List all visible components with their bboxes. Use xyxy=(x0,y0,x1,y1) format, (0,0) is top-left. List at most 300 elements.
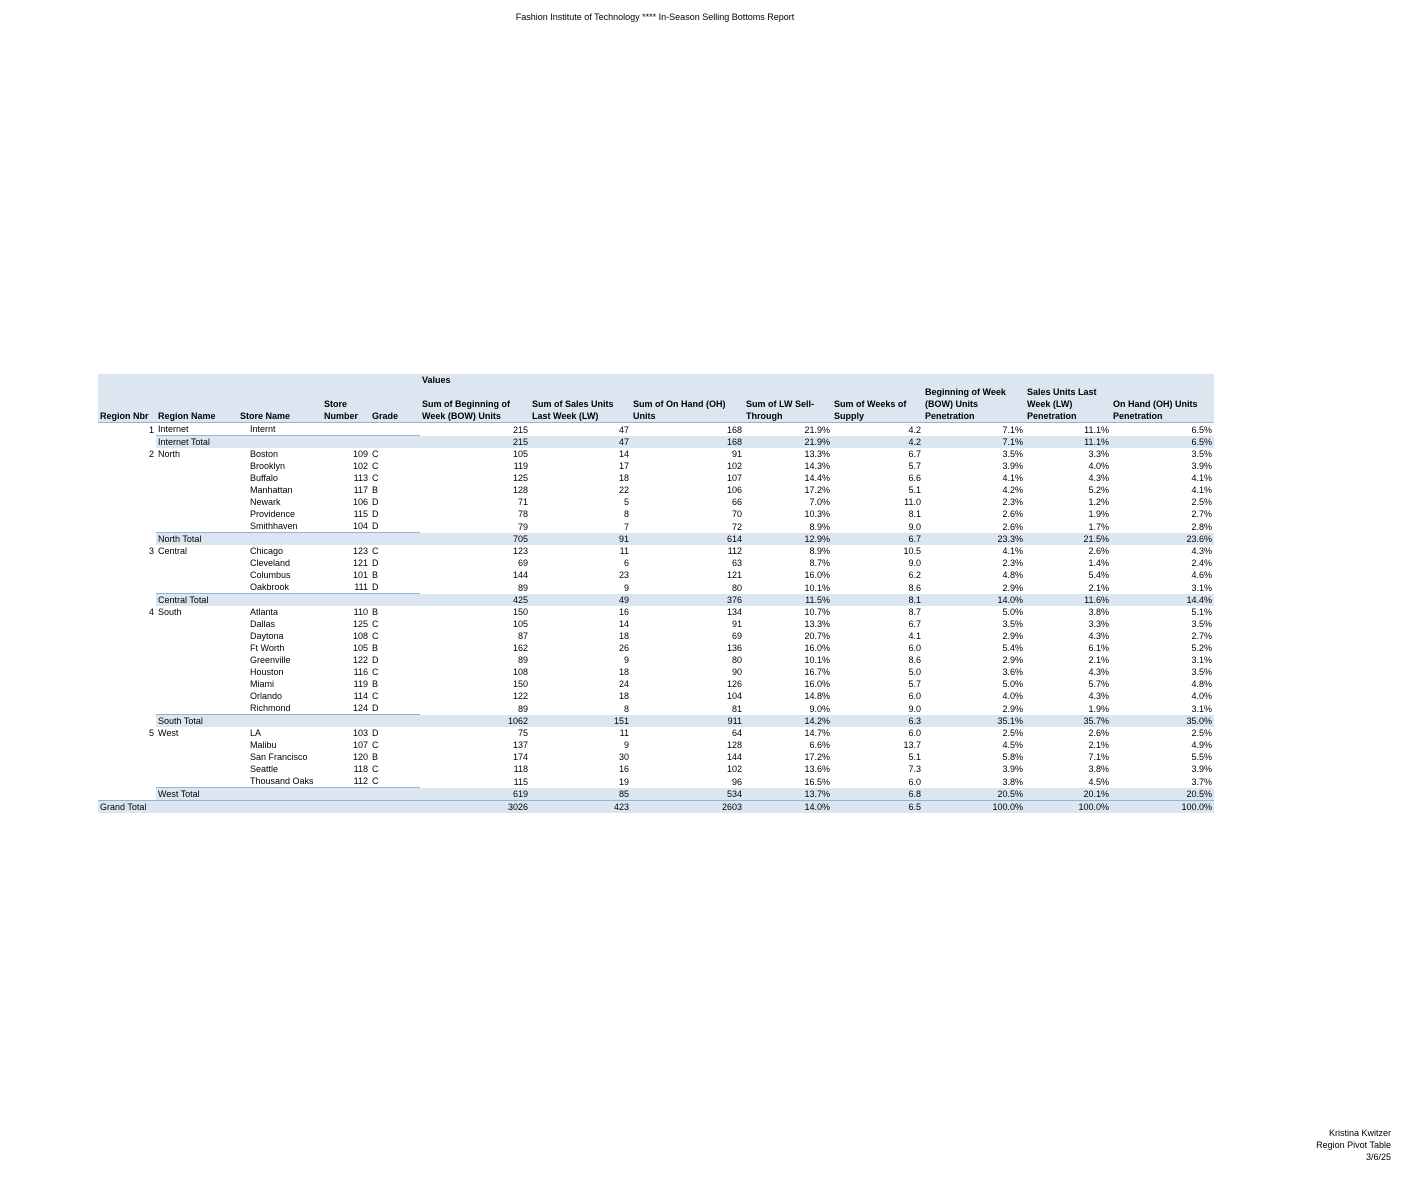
region-name-cell[interactable] xyxy=(156,751,238,763)
grade-cell[interactable]: D xyxy=(372,703,379,713)
grade-cell[interactable]: D xyxy=(372,521,379,531)
sell-through-cell[interactable]: 10.7% xyxy=(804,607,831,617)
oh-penetration-cell[interactable]: 5.2% xyxy=(1191,643,1213,653)
sell-through-cell[interactable]: 6.6% xyxy=(809,740,831,750)
sell-through-total-cell[interactable]: 11.5% xyxy=(744,594,832,607)
col-header-sales-units[interactable]: Sum of Sales Units Last Week (LW) xyxy=(530,386,631,423)
oh-penetration-cell[interactable]: 4.3% xyxy=(1191,546,1213,556)
bow-penetration-cell[interactable]: 2.9% xyxy=(1002,655,1024,665)
weeks-supply-cell[interactable]: 5.7 xyxy=(908,461,922,471)
bow-units-cell[interactable]: 144 xyxy=(512,570,529,580)
sell-through-cell[interactable]: 17.2% xyxy=(804,485,831,495)
weeks-supply-cell[interactable]: 5.1 xyxy=(908,485,922,495)
store-name-cell[interactable]: Newark xyxy=(250,497,281,507)
col-header-oh-penetration[interactable]: On Hand (OH) Units Penetration xyxy=(1111,386,1214,423)
grade-cell[interactable]: C xyxy=(372,461,379,471)
sales-units-grand-cell[interactable]: 423 xyxy=(530,801,631,814)
store-name-cell[interactable]: Internt xyxy=(250,424,276,434)
sales-units-cell[interactable]: 16 xyxy=(619,764,630,774)
grade-cell[interactable]: C xyxy=(372,740,379,750)
bow-penetration-total-cell[interactable]: 20.5% xyxy=(923,788,1025,801)
region-nbr-cell[interactable] xyxy=(98,666,156,678)
sales-units-cell[interactable]: 11 xyxy=(619,546,630,556)
grade-cell[interactable]: D xyxy=(372,655,379,665)
oh-penetration-cell[interactable]: 4.1% xyxy=(1191,485,1213,495)
bow-units-cell[interactable]: 123 xyxy=(512,546,529,556)
bow-penetration-cell[interactable]: 4.5% xyxy=(1002,740,1024,750)
sell-through-cell[interactable]: 17.2% xyxy=(804,752,831,762)
region-nbr-cell[interactable] xyxy=(98,690,156,702)
grade-cell[interactable]: C xyxy=(372,619,379,629)
sales-penetration-cell[interactable]: 1.9% xyxy=(1088,703,1110,714)
oh-units-cell[interactable]: 126 xyxy=(726,679,743,689)
sales-penetration-cell[interactable]: 3.8% xyxy=(1088,607,1110,617)
sales-units-cell[interactable]: 30 xyxy=(619,752,630,762)
sales-units-cell[interactable]: 18 xyxy=(619,473,630,483)
weeks-supply-cell[interactable]: 5.1 xyxy=(908,752,922,762)
bow-penetration-cell[interactable]: 7.1% xyxy=(1002,424,1024,435)
store-number-cell[interactable]: 109 xyxy=(352,449,368,459)
grade-cell[interactable]: C xyxy=(372,764,379,774)
region-nbr-cell[interactable] xyxy=(98,751,156,763)
store-name-cell[interactable]: Cleveland xyxy=(250,558,291,568)
bow-penetration-cell[interactable]: 2.3% xyxy=(1002,497,1024,507)
store-number-cell[interactable]: 119 xyxy=(353,679,368,689)
sales-units-cell[interactable]: 9 xyxy=(624,582,630,593)
oh-units-total-cell[interactable]: 168 xyxy=(631,436,744,449)
oh-units-cell[interactable]: 69 xyxy=(732,631,743,641)
weeks-supply-cell[interactable]: 6.7 xyxy=(908,449,922,459)
region-nbr-cell[interactable] xyxy=(98,654,156,666)
sales-penetration-cell[interactable]: 1.7% xyxy=(1088,521,1110,532)
weeks-supply-cell[interactable]: 9.0 xyxy=(908,558,922,568)
bow-penetration-cell[interactable]: 4.1% xyxy=(1002,546,1024,556)
region-nbr-cell[interactable] xyxy=(98,678,156,690)
region-name-cell[interactable] xyxy=(156,630,238,642)
weeks-supply-total-cell[interactable]: 6.3 xyxy=(832,715,923,728)
bow-penetration-cell[interactable]: 3.5% xyxy=(1002,619,1024,629)
region-name-cell[interactable]: South xyxy=(158,607,182,617)
sell-through-total-cell[interactable]: 13.7% xyxy=(744,788,832,801)
sales-penetration-grand-cell[interactable]: 100.0% xyxy=(1025,801,1111,814)
region-name-cell[interactable] xyxy=(156,472,238,484)
sell-through-cell[interactable]: 21.9% xyxy=(804,424,831,435)
col-header-region-nbr[interactable]: Region Nbr xyxy=(98,386,156,423)
store-name-cell[interactable]: Ft Worth xyxy=(250,643,285,653)
region-total-label[interactable]: West Total xyxy=(156,788,420,801)
bow-penetration-cell[interactable]: 4.1% xyxy=(1002,473,1024,483)
bow-units-cell[interactable]: 115 xyxy=(513,776,529,787)
grade-cell[interactable]: B xyxy=(372,485,379,495)
weeks-supply-cell[interactable]: 8.6 xyxy=(908,582,922,593)
sell-through-total-cell[interactable]: 14.2% xyxy=(744,715,832,728)
grade-cell[interactable]: D xyxy=(372,582,379,592)
region-name-cell[interactable] xyxy=(156,618,238,630)
store-name-cell[interactable]: Houston xyxy=(250,667,284,677)
bow-units-cell[interactable]: 89 xyxy=(518,582,529,593)
oh-units-cell[interactable]: 96 xyxy=(732,776,743,787)
sales-penetration-cell[interactable]: 5.4% xyxy=(1088,570,1110,580)
region-nbr-cell[interactable] xyxy=(98,484,156,496)
sales-units-total-cell[interactable]: 47 xyxy=(530,436,631,449)
sales-units-cell[interactable]: 14 xyxy=(619,449,630,459)
store-name-cell[interactable]: LA xyxy=(250,728,262,738)
sell-through-cell[interactable]: 10.3% xyxy=(804,509,831,519)
oh-units-cell[interactable]: 144 xyxy=(726,752,743,762)
sales-units-total-cell[interactable]: 151 xyxy=(530,715,631,728)
grade-cell[interactable]: D xyxy=(372,509,379,519)
bow-penetration-grand-cell[interactable]: 100.0% xyxy=(923,801,1025,814)
sell-through-cell[interactable]: 8.9% xyxy=(809,546,831,556)
sales-penetration-cell[interactable]: 4.3% xyxy=(1088,667,1110,677)
region-name-cell[interactable] xyxy=(156,581,238,594)
bow-units-cell[interactable]: 87 xyxy=(518,631,529,641)
sell-through-total-cell[interactable]: 21.9% xyxy=(744,436,832,449)
bow-penetration-cell[interactable]: 4.0% xyxy=(1002,691,1024,701)
bow-penetration-cell[interactable]: 4.2% xyxy=(1002,485,1024,495)
col-header-bow-units[interactable]: Sum of Beginning of Week (BOW) Units xyxy=(420,386,530,423)
bow-penetration-cell[interactable]: 5.8% xyxy=(1002,752,1024,762)
region-name-cell[interactable] xyxy=(156,484,238,496)
region-name-cell[interactable]: Internet xyxy=(158,424,189,434)
store-name-cell[interactable]: Providence xyxy=(250,509,296,519)
store-name-cell[interactable]: Daytona xyxy=(250,631,284,641)
weeks-supply-cell[interactable]: 8.6 xyxy=(908,655,922,665)
oh-penetration-cell[interactable]: 4.8% xyxy=(1191,679,1213,689)
sell-through-cell[interactable]: 16.0% xyxy=(804,570,831,580)
sales-penetration-cell[interactable]: 2.6% xyxy=(1088,728,1110,738)
col-header-bow-penetration[interactable]: Beginning of Week (BOW) Units Penetration xyxy=(923,386,1025,423)
region-nbr-cell[interactable] xyxy=(98,557,156,569)
bow-units-cell[interactable]: 122 xyxy=(512,691,529,701)
bow-units-total-cell[interactable]: 425 xyxy=(420,594,530,607)
grade-cell[interactable]: C xyxy=(372,776,379,786)
oh-penetration-cell[interactable]: 3.5% xyxy=(1191,449,1213,459)
region-name-cell[interactable] xyxy=(156,520,238,533)
bow-penetration-total-cell[interactable]: 14.0% xyxy=(923,594,1025,607)
weeks-supply-total-cell[interactable]: 4.2 xyxy=(832,436,923,449)
grade-cell[interactable]: C xyxy=(372,631,379,641)
oh-units-cell[interactable]: 128 xyxy=(726,740,743,750)
weeks-supply-total-cell[interactable]: 8.1 xyxy=(832,594,923,607)
bow-penetration-total-cell[interactable]: 23.3% xyxy=(923,533,1025,546)
oh-units-cell[interactable]: 112 xyxy=(727,546,743,556)
weeks-supply-total-cell[interactable]: 6.8 xyxy=(832,788,923,801)
bow-units-cell[interactable]: 162 xyxy=(512,643,529,653)
oh-units-cell[interactable]: 102 xyxy=(726,764,743,774)
weeks-supply-cell[interactable]: 5.0 xyxy=(908,667,922,677)
sales-penetration-cell[interactable]: 1.9% xyxy=(1088,509,1110,519)
bow-penetration-cell[interactable]: 2.6% xyxy=(1002,521,1024,532)
bow-penetration-cell[interactable]: 4.8% xyxy=(1002,570,1024,580)
sales-penetration-cell[interactable]: 3.3% xyxy=(1088,449,1110,459)
bow-units-cell[interactable]: 71 xyxy=(518,497,529,507)
store-name-cell[interactable]: Boston xyxy=(250,449,279,459)
store-name-cell[interactable]: Orlando xyxy=(250,691,283,701)
sales-penetration-cell[interactable]: 2.1% xyxy=(1088,655,1110,665)
bow-units-total-cell[interactable]: 619 xyxy=(420,788,530,801)
bow-penetration-cell[interactable]: 5.0% xyxy=(1002,607,1024,617)
oh-penetration-cell[interactable]: 4.6% xyxy=(1191,570,1213,580)
oh-penetration-cell[interactable]: 2.5% xyxy=(1191,497,1213,507)
sales-penetration-cell[interactable]: 5.2% xyxy=(1088,485,1110,495)
store-name-cell[interactable]: Chicago xyxy=(250,546,284,556)
sales-penetration-cell[interactable]: 2.1% xyxy=(1088,740,1110,750)
store-number-cell[interactable]: 106 xyxy=(352,497,368,507)
oh-penetration-cell[interactable]: 3.7% xyxy=(1191,776,1213,787)
oh-penetration-cell[interactable]: 3.1% xyxy=(1191,582,1213,593)
oh-units-total-cell[interactable]: 911 xyxy=(631,715,744,728)
oh-units-total-cell[interactable]: 534 xyxy=(631,788,744,801)
store-number-cell[interactable]: 113 xyxy=(353,473,368,483)
bow-units-cell[interactable]: 128 xyxy=(512,485,529,495)
bow-units-cell[interactable]: 105 xyxy=(512,449,529,459)
oh-penetration-cell[interactable]: 6.5% xyxy=(1191,424,1213,435)
region-name-cell[interactable] xyxy=(156,690,238,702)
bow-penetration-cell[interactable]: 2.3% xyxy=(1002,558,1024,568)
sales-penetration-cell[interactable]: 7.1% xyxy=(1088,752,1110,762)
sell-through-cell[interactable]: 16.7% xyxy=(804,667,831,677)
region-name-cell[interactable] xyxy=(156,642,238,654)
store-number-cell[interactable]: 104 xyxy=(352,521,368,531)
region-nbr-cell[interactable]: 5 xyxy=(148,728,154,738)
region-nbr-cell[interactable] xyxy=(98,520,156,533)
region-name-cell[interactable] xyxy=(156,496,238,508)
bow-units-cell[interactable]: 69 xyxy=(518,558,529,568)
oh-penetration-cell[interactable]: 2.7% xyxy=(1191,509,1213,519)
store-number-cell[interactable]: 122 xyxy=(352,655,368,665)
sales-penetration-cell[interactable]: 5.7% xyxy=(1088,679,1110,689)
sell-through-cell[interactable]: 10.1% xyxy=(804,655,831,665)
bow-penetration-cell[interactable]: 2.9% xyxy=(1002,582,1024,593)
oh-units-total-cell[interactable]: 376 xyxy=(631,594,744,607)
store-number-cell[interactable]: 103 xyxy=(352,728,368,738)
oh-penetration-cell[interactable]: 4.9% xyxy=(1191,740,1213,750)
oh-penetration-cell[interactable]: 3.1% xyxy=(1191,655,1213,665)
bow-units-total-cell[interactable]: 705 xyxy=(420,533,530,546)
store-name-cell[interactable]: Seattle xyxy=(250,764,279,774)
oh-units-cell[interactable]: 66 xyxy=(732,497,743,507)
sales-units-cell[interactable]: 18 xyxy=(619,691,630,701)
sales-penetration-cell[interactable]: 3.8% xyxy=(1088,764,1110,774)
grand-total-label[interactable]: Grand Total xyxy=(98,801,420,814)
oh-units-cell[interactable]: 121 xyxy=(726,570,743,580)
oh-penetration-cell[interactable]: 3.5% xyxy=(1191,667,1213,677)
bow-penetration-cell[interactable]: 2.5% xyxy=(1002,728,1024,738)
grade-cell[interactable]: B xyxy=(372,570,379,580)
oh-penetration-cell[interactable]: 2.7% xyxy=(1191,631,1213,641)
region-nbr-cell[interactable]: 3 xyxy=(148,546,154,556)
store-number-cell[interactable]: 116 xyxy=(353,667,368,677)
bow-penetration-cell[interactable]: 2.9% xyxy=(1002,631,1024,641)
sales-penetration-cell[interactable]: 2.6% xyxy=(1088,546,1110,556)
sales-units-cell[interactable]: 8 xyxy=(624,703,630,714)
bow-units-cell[interactable]: 118 xyxy=(513,764,529,774)
bow-units-cell[interactable]: 78 xyxy=(518,509,529,519)
store-number-cell[interactable] xyxy=(322,423,370,436)
region-nbr-cell[interactable] xyxy=(98,472,156,484)
sell-through-cell[interactable]: 16.0% xyxy=(804,679,831,689)
region-total-label[interactable]: Central Total xyxy=(156,594,420,607)
oh-units-cell[interactable]: 80 xyxy=(732,655,743,665)
bow-units-total-cell[interactable]: 1062 xyxy=(420,715,530,728)
region-nbr-cell[interactable]: 4 xyxy=(148,607,154,617)
sales-units-total-cell[interactable]: 49 xyxy=(530,594,631,607)
grade-cell[interactable]: B xyxy=(372,643,379,653)
region-nbr-cell[interactable] xyxy=(98,618,156,630)
bow-penetration-cell[interactable]: 3.9% xyxy=(1002,764,1024,774)
region-nbr-cell[interactable] xyxy=(98,702,156,715)
region-nbr-cell[interactable] xyxy=(98,642,156,654)
weeks-supply-cell[interactable]: 10.5 xyxy=(903,546,922,556)
store-number-cell[interactable]: 101 xyxy=(352,570,368,580)
sell-through-cell[interactable]: 8.9% xyxy=(809,521,831,532)
bow-penetration-total-cell[interactable]: 35.1% xyxy=(923,715,1025,728)
sales-units-cell[interactable]: 6 xyxy=(624,558,630,568)
sell-through-cell[interactable]: 16.5% xyxy=(804,776,831,787)
oh-penetration-cell[interactable]: 3.9% xyxy=(1191,764,1213,774)
region-name-cell[interactable] xyxy=(156,763,238,775)
store-number-cell[interactable]: 118 xyxy=(353,764,368,774)
grade-cell[interactable]: C xyxy=(372,691,379,701)
region-nbr-cell[interactable] xyxy=(98,739,156,751)
store-number-cell[interactable]: 110 xyxy=(353,607,368,617)
oh-penetration-cell[interactable]: 5.5% xyxy=(1191,752,1213,762)
oh-penetration-grand-cell[interactable]: 100.0% xyxy=(1111,801,1214,814)
oh-penetration-cell[interactable]: 4.1% xyxy=(1191,473,1213,483)
region-name-cell[interactable]: West xyxy=(158,728,179,738)
store-name-cell[interactable]: Thousand Oaks xyxy=(250,776,314,786)
region-name-cell[interactable] xyxy=(156,678,238,690)
weeks-supply-cell[interactable]: 11.0 xyxy=(904,497,922,507)
grade-cell[interactable]: C xyxy=(372,449,379,459)
store-name-cell[interactable]: Dallas xyxy=(250,619,276,629)
region-name-cell[interactable] xyxy=(156,654,238,666)
store-number-cell[interactable]: 123 xyxy=(352,546,368,556)
bow-units-cell[interactable]: 89 xyxy=(518,703,529,714)
bow-units-cell[interactable]: 215 xyxy=(512,424,529,435)
weeks-supply-cell[interactable]: 6.0 xyxy=(908,643,922,653)
weeks-supply-cell[interactable]: 6.6 xyxy=(908,473,922,483)
region-total-label[interactable]: Internet Total xyxy=(156,436,420,449)
sales-penetration-cell[interactable]: 4.3% xyxy=(1088,631,1110,641)
oh-units-cell[interactable]: 102 xyxy=(726,461,743,471)
bow-penetration-cell[interactable]: 3.5% xyxy=(1002,449,1024,459)
oh-penetration-total-cell[interactable]: 20.5% xyxy=(1111,788,1214,801)
sales-penetration-cell[interactable]: 1.2% xyxy=(1088,497,1110,507)
sell-through-cell[interactable]: 14.4% xyxy=(804,473,831,483)
oh-penetration-cell[interactable]: 2.5% xyxy=(1191,728,1213,738)
col-header-grade[interactable]: Grade xyxy=(370,386,420,423)
grade-cell[interactable]: B xyxy=(372,679,379,689)
grade-cell[interactable] xyxy=(370,423,420,436)
store-number-cell[interactable]: 125 xyxy=(352,619,368,629)
region-name-cell[interactable] xyxy=(156,702,238,715)
grade-cell[interactable]: D xyxy=(372,728,379,738)
oh-units-cell[interactable]: 72 xyxy=(732,521,743,532)
region-total-label[interactable]: North Total xyxy=(156,533,420,546)
col-header-store-number[interactable]: Store Number xyxy=(322,386,370,423)
oh-penetration-cell[interactable]: 3.5% xyxy=(1191,619,1213,629)
store-name-cell[interactable]: Richmond xyxy=(250,703,291,713)
sales-units-cell[interactable]: 8 xyxy=(624,509,630,519)
oh-penetration-cell[interactable]: 2.8% xyxy=(1191,521,1213,532)
weeks-supply-cell[interactable]: 8.7 xyxy=(908,607,922,617)
region-nbr-cell[interactable] xyxy=(98,581,156,594)
sales-penetration-cell[interactable]: 4.3% xyxy=(1088,691,1110,701)
store-number-cell[interactable]: 121 xyxy=(352,558,368,568)
sales-units-cell[interactable]: 18 xyxy=(619,631,630,641)
grade-cell[interactable]: B xyxy=(372,607,379,617)
region-nbr-cell[interactable]: 2 xyxy=(148,449,154,459)
oh-units-cell[interactable]: 107 xyxy=(726,473,743,483)
weeks-supply-cell[interactable]: 9.0 xyxy=(908,521,922,532)
weeks-supply-grand-cell[interactable]: 6.5 xyxy=(832,801,923,814)
oh-units-cell[interactable]: 91 xyxy=(732,619,743,629)
region-name-cell[interactable] xyxy=(156,739,238,751)
store-number-cell[interactable]: 107 xyxy=(352,740,368,750)
region-nbr-cell[interactable] xyxy=(98,436,156,449)
sales-penetration-total-cell[interactable]: 20.1% xyxy=(1025,788,1111,801)
region-nbr-cell[interactable] xyxy=(98,715,156,728)
col-header-sales-penetration[interactable]: Sales Units Last Week (LW) Penetration xyxy=(1025,386,1111,423)
oh-units-cell[interactable]: 136 xyxy=(726,643,743,653)
store-name-cell[interactable]: Brooklyn xyxy=(250,461,286,471)
bow-units-cell[interactable]: 137 xyxy=(512,740,529,750)
sell-through-grand-cell[interactable]: 14.0% xyxy=(744,801,832,814)
bow-units-cell[interactable]: 125 xyxy=(512,473,529,483)
bow-units-cell[interactable]: 108 xyxy=(512,667,529,677)
grade-cell[interactable]: B xyxy=(372,752,379,762)
sales-penetration-total-cell[interactable]: 11.6% xyxy=(1025,594,1111,607)
sales-penetration-cell[interactable]: 4.5% xyxy=(1088,776,1110,787)
store-name-cell[interactable]: Miami xyxy=(250,679,274,689)
region-name-cell[interactable]: North xyxy=(158,449,181,459)
oh-units-cell[interactable]: 70 xyxy=(732,509,743,519)
region-name-cell[interactable] xyxy=(156,508,238,520)
weeks-supply-cell[interactable]: 4.1 xyxy=(908,631,922,641)
store-number-cell[interactable]: 114 xyxy=(353,691,368,701)
region-total-label[interactable]: South Total xyxy=(156,715,420,728)
store-name-cell[interactable]: Oakbrook xyxy=(250,582,290,592)
grade-cell[interactable]: C xyxy=(372,546,379,556)
sales-units-total-cell[interactable]: 85 xyxy=(530,788,631,801)
store-name-cell[interactable]: Manhattan xyxy=(250,485,293,495)
bow-units-cell[interactable]: 119 xyxy=(513,461,529,471)
grade-cell[interactable]: C xyxy=(372,473,379,483)
store-number-cell[interactable]: 111 xyxy=(354,582,368,592)
col-header-store-name[interactable]: Store Name xyxy=(238,386,322,423)
oh-units-cell[interactable]: 106 xyxy=(726,485,743,495)
sell-through-cell[interactable]: 14.3% xyxy=(804,461,831,471)
region-nbr-cell[interactable] xyxy=(98,533,156,546)
region-nbr-cell[interactable] xyxy=(98,496,156,508)
oh-penetration-total-cell[interactable]: 23.6% xyxy=(1111,533,1214,546)
sales-units-cell[interactable]: 26 xyxy=(619,643,630,653)
oh-units-cell[interactable]: 134 xyxy=(726,607,743,617)
bow-penetration-cell[interactable]: 3.9% xyxy=(1002,461,1024,471)
bow-penetration-cell[interactable]: 3.6% xyxy=(1002,667,1024,677)
oh-units-grand-cell[interactable]: 2603 xyxy=(631,801,744,814)
store-name-cell[interactable]: Smithhaven xyxy=(250,521,298,531)
region-nbr-cell[interactable] xyxy=(98,775,156,788)
sales-units-cell[interactable]: 17 xyxy=(619,461,630,471)
oh-units-cell[interactable]: 104 xyxy=(726,691,743,701)
sell-through-cell[interactable]: 10.1% xyxy=(804,582,831,593)
sales-units-cell[interactable]: 19 xyxy=(619,776,630,787)
grade-cell[interactable]: D xyxy=(372,497,379,507)
sales-units-cell[interactable]: 24 xyxy=(619,679,630,689)
